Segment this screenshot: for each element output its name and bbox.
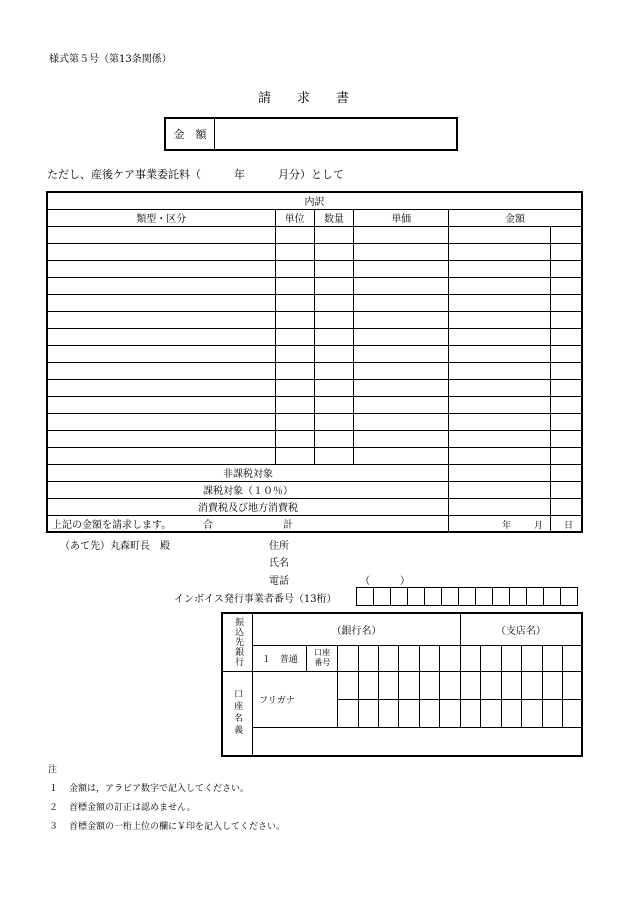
invoice-digit-box[interactable] [510,588,527,606]
furigana-box[interactable] [419,699,439,727]
col-type-header: 類型・区分 [47,209,275,226]
furigana-box[interactable] [440,671,460,699]
summary-nontax-label: 非課税対象 [47,464,449,481]
table-row[interactable] [47,379,582,396]
account-type-label: １ 普通 [253,645,307,671]
branch-name-label: （支店名） [495,625,546,637]
furigana-box[interactable] [440,699,460,727]
table-row[interactable] [47,430,582,447]
note-3-number: ３ [49,822,59,832]
furigana-box[interactable] [501,699,521,727]
invoice-digit-box[interactable] [544,588,561,606]
account-digit-box[interactable] [440,645,460,671]
bank-table [221,612,583,757]
invoice-digit-box[interactable] [442,588,459,606]
note-3-text: 首標金額の一桁上位の欄に￥印を記入してください。 [69,822,286,832]
date-month: 月 [534,521,544,531]
claim-statement: 上記の金額を請求します。 [52,520,172,531]
table-row[interactable] [47,243,582,260]
invoice-digit-box[interactable] [527,588,544,606]
furigana-box[interactable] [522,671,542,699]
furigana-box[interactable] [542,671,562,699]
notes-heading: 注 [48,765,58,775]
phone-field[interactable]: （ ） [360,576,410,587]
col-qty-header: 数量 [314,209,354,226]
description-line: ただし、産後ケア事業委託料（ 年 月分）として [47,168,344,181]
account-digit-box[interactable] [419,645,439,671]
phone-label: 電話 [269,576,289,587]
invoice-digit-box[interactable] [476,588,493,606]
furigana-box[interactable] [358,671,378,699]
table-row[interactable] [47,311,582,328]
summary-nontax-amount[interactable] [449,464,551,481]
account-number-label: 口座番号 [307,645,338,671]
table-row[interactable] [47,396,582,413]
table-row[interactable] [47,294,582,311]
table-row[interactable] [47,277,582,294]
furigana-box[interactable] [399,671,419,699]
address-field[interactable] [300,536,570,550]
furigana-box[interactable] [338,671,358,699]
furigana-box[interactable] [542,699,562,727]
furigana-box[interactable] [419,671,439,699]
furigana-box[interactable] [460,671,480,699]
branch-name-cell[interactable] [460,613,582,645]
summary-consumption-tax-label: 消費税及び地方消費税 [47,498,449,515]
invoice-digit-box[interactable] [391,588,408,606]
invoice-digit-box[interactable] [425,588,442,606]
table-row[interactable] [47,362,582,379]
bank-name-cell[interactable] [253,613,461,645]
holder-label: 口座名義 [222,671,253,756]
name-field[interactable] [300,553,570,567]
summary-tax-label: 課税対象（１０％） [47,481,449,498]
bank-section-label: 振込先銀行 [222,613,253,671]
note-1-number: １ [49,784,59,794]
col-amount-header: 金額 [449,209,582,226]
table-row[interactable] [47,328,582,345]
account-digit-box[interactable] [399,645,419,671]
furigana-box[interactable] [481,699,501,727]
furigana-label: フリガナ [253,671,338,727]
table-row[interactable] [47,226,582,243]
furigana-box[interactable] [460,699,480,727]
furigana-box[interactable] [399,699,419,727]
name-label: 氏名 [269,558,289,569]
furigana-box[interactable] [338,699,358,727]
summary-tax-amount[interactable] [449,481,551,498]
summary-consumption-tax-amount[interactable] [449,498,551,515]
col-unit-price-header: 単価 [354,209,449,226]
note-1-text: 金額は，アラビア数字で記入してください。 [69,784,250,794]
invoice-digit-box[interactable] [408,588,425,606]
table-row[interactable] [47,447,582,464]
page-title: 請 求 書 [258,91,350,106]
account-digit-box[interactable] [338,645,358,671]
table-row[interactable] [47,260,582,277]
invoice-digit-box[interactable] [493,588,510,606]
invoice-digit-box[interactable] [357,588,374,606]
furigana-box[interactable] [501,671,521,699]
amount-box [164,117,458,151]
invoice-label: インボイス発行事業者番号（13桁） [174,594,337,605]
form-id: 様式第５号（第13条関係） [49,54,172,65]
furigana-box[interactable] [563,699,582,727]
bank-name-label: （銀行名） [331,625,382,637]
amount-field[interactable] [215,119,455,149]
holder-name-field[interactable] [253,727,582,756]
address-label: 住所 [269,541,289,552]
details-header-title: 内訳 [47,192,582,209]
furigana-box[interactable] [563,671,582,699]
col-unit-header: 単位 [275,209,314,226]
note-2-text: 首標金額の訂正は認めません。 [69,803,196,813]
furigana-box[interactable] [378,699,398,727]
amount-label: 金 額 [166,119,215,149]
furigana-box[interactable] [358,699,378,727]
account-digit-box[interactable] [460,645,480,671]
invoice-number-boxes [356,587,578,606]
invoice-digit-box[interactable] [459,588,476,606]
date-day: 日 [564,521,574,531]
addressee: （あて先）丸森町長 殿 [60,541,170,552]
note-2-number: ２ [49,803,59,813]
date-year: 年 [502,521,512,531]
details-table [46,191,583,533]
account-digit-box[interactable] [358,645,378,671]
table-row[interactable] [47,413,582,430]
invoice-digit-box[interactable] [374,588,391,606]
account-digit-box[interactable] [378,645,398,671]
furigana-box[interactable] [378,671,398,699]
invoice-digit-box[interactable] [561,588,578,606]
furigana-box[interactable] [522,699,542,727]
furigana-box[interactable] [481,671,501,699]
summary-total-label: 合 計 [47,515,449,532]
table-row[interactable] [47,345,582,362]
